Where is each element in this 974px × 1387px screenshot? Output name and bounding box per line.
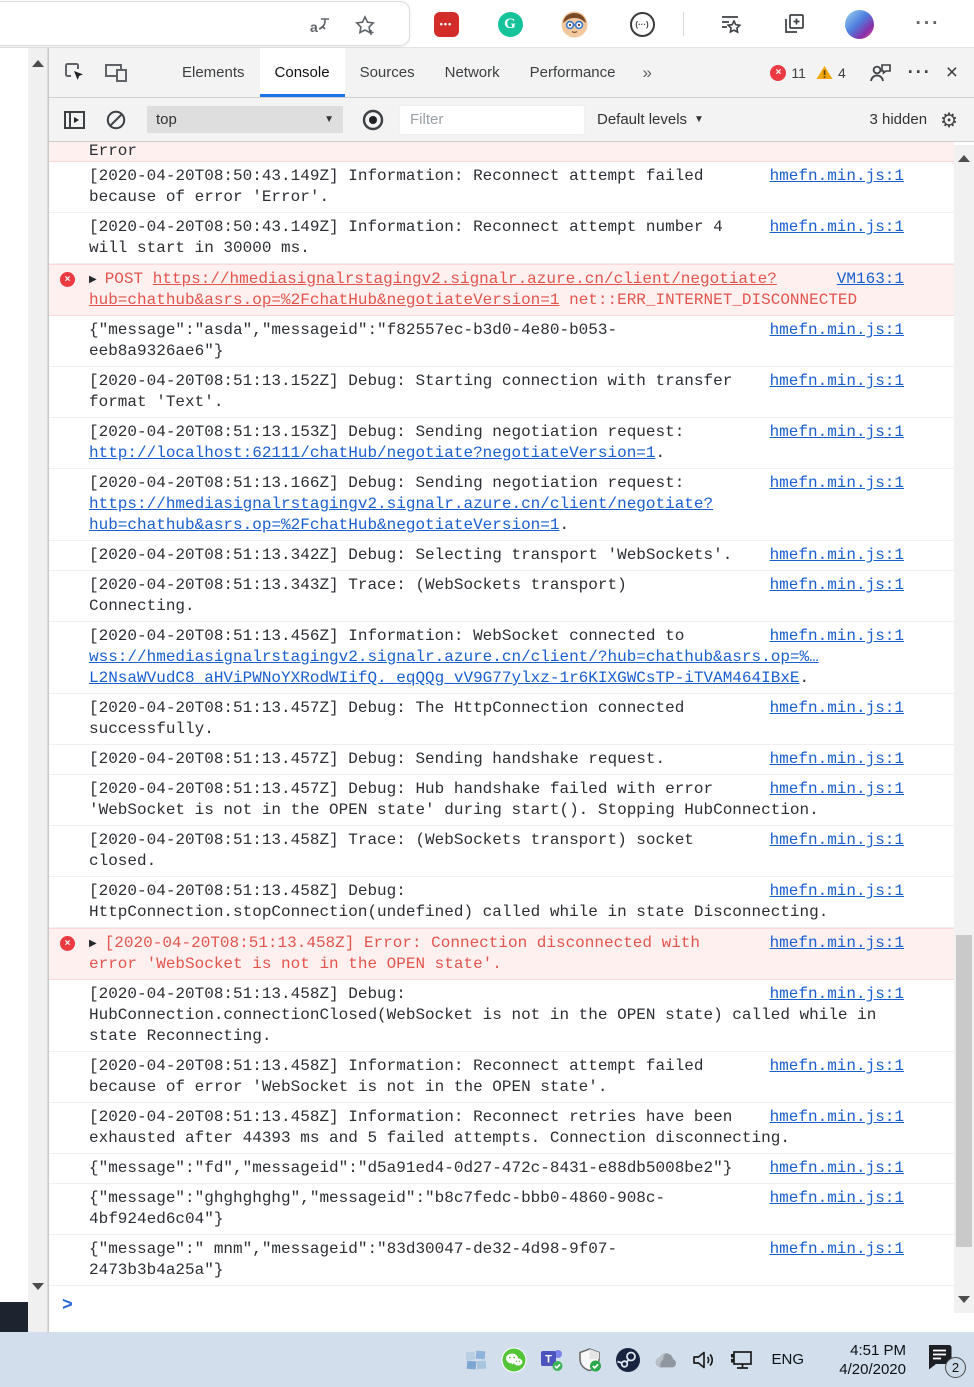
browser-more-menu-icon[interactable] xyxy=(912,8,944,40)
message-text xyxy=(89,142,904,161)
message-segment: [2020-04-20T08:51:13.458Z] Information: Reconnect retries have been exhausted after 44393 ms and 5 failed attempts. Connection disconnecting. xyxy=(89,1108,790,1147)
scroll-down-arrow-icon[interactable] xyxy=(958,1296,970,1303)
onedrive-icon[interactable] xyxy=(653,1347,679,1373)
source-link[interactable]: hmefn.min.js:1 xyxy=(769,423,904,441)
error-icon: × xyxy=(60,936,75,951)
message-segment: net::ERR_INTERNET_DISCONNECTED xyxy=(559,291,858,309)
expand-arrow-icon[interactable]: ▶ xyxy=(89,938,97,949)
expand-arrow-icon[interactable]: ▶ xyxy=(89,274,97,285)
message-segment: Error xyxy=(89,142,138,160)
message-segment: POST xyxy=(104,270,153,288)
message-link[interactable]: wss://hmediasignalrstagingv2.signalr.azure.cn/client/?hub=chathub&asrs.op=%…L2NsaWVudC8_aHViPWNoYXRodWIifQ._eqQQg_vV9G77ylxz-1r6KIXGWCsTP-iTVAM464IBxE xyxy=(89,648,819,687)
message-segment: [2020-04-20T08:51:13.456Z] Information: WebSocket connected to xyxy=(89,627,685,645)
console-settings-gear-icon[interactable]: ⚙ xyxy=(940,107,958,132)
message-segment: [2020-04-20T08:51:13.166Z] Debug: Sending negotiation request: xyxy=(89,474,685,492)
network-icon[interactable] xyxy=(729,1347,755,1373)
paren-glyph: (···) xyxy=(630,12,655,37)
message-segment: [2020-04-20T08:51:13.342Z] Debug: Selecting transport 'WebSockets'. xyxy=(89,546,733,564)
profile-art xyxy=(845,10,874,39)
page-dark-footer xyxy=(0,1302,28,1332)
source-link[interactable]: hmefn.min.js:1 xyxy=(769,1108,904,1126)
webpage-strip xyxy=(0,48,28,1332)
source-link[interactable]: VM163:1 xyxy=(836,270,904,288)
avatar-extension-icon[interactable] xyxy=(558,8,590,40)
log-levels-dropdown[interactable] xyxy=(597,111,704,128)
console-vertical-scrollbar[interactable] xyxy=(954,145,974,1313)
console-log-row xyxy=(49,316,954,367)
warning-count[interactable]: 4 xyxy=(837,64,846,81)
console-log-row xyxy=(49,541,954,571)
error-count[interactable]: 11 xyxy=(791,64,806,81)
console-log-row xyxy=(49,775,954,826)
wechat-icon[interactable] xyxy=(501,1347,527,1373)
feedback-icon[interactable] xyxy=(868,62,894,84)
source-link[interactable]: hmefn.min.js:1 xyxy=(769,1189,904,1207)
hidden-messages-count[interactable]: 3 hidden xyxy=(869,111,928,128)
devtools-tabbar-right xyxy=(770,62,974,84)
console-log-row xyxy=(49,418,954,469)
console-messages xyxy=(49,142,954,1286)
code-extension-icon[interactable] xyxy=(626,8,658,40)
defender-icon[interactable] xyxy=(577,1347,603,1373)
source-link[interactable]: hmefn.min.js:1 xyxy=(769,882,904,900)
tab-elements[interactable]: Elements xyxy=(182,64,245,81)
windows-taskbar xyxy=(0,1332,974,1387)
levels-label: Default levels xyxy=(597,111,688,128)
inspect-element-icon[interactable] xyxy=(61,60,87,86)
source-link[interactable]: hmefn.min.js:1 xyxy=(769,750,904,768)
console-log-row xyxy=(49,469,954,541)
source-link[interactable]: hmefn.min.js:1 xyxy=(769,474,904,492)
page-vertical-scrollbar[interactable] xyxy=(28,48,48,1332)
steam-icon[interactable] xyxy=(615,1347,641,1373)
volume-icon[interactable] xyxy=(691,1347,717,1373)
tab-performance[interactable]: Performance xyxy=(529,64,616,81)
console-log-row xyxy=(49,622,954,694)
svg-text:T: T xyxy=(545,1353,553,1365)
more-tabs-icon[interactable]: » xyxy=(642,62,652,82)
console-log-row xyxy=(49,571,954,622)
message-segment: [2020-04-20T08:50:43.149Z] Information: Reconnect attempt failed because of error 'Error'. xyxy=(89,167,704,206)
console-sidebar-toggle-icon[interactable] xyxy=(61,107,87,133)
browser-toolbar xyxy=(0,0,974,48)
source-link[interactable]: hmefn.min.js:1 xyxy=(769,780,904,798)
hidden-icons-icon[interactable] xyxy=(463,1347,489,1373)
filter-input[interactable] xyxy=(399,105,585,135)
grammarly-icon[interactable] xyxy=(494,8,526,40)
message-segment: [2020-04-20T08:51:13.457Z] Debug: The HttpConnection connected successfully. xyxy=(89,699,685,738)
console-output xyxy=(49,142,974,1330)
source-link[interactable]: hmefn.min.js:1 xyxy=(769,576,904,594)
source-link[interactable]: hmefn.min.js:1 xyxy=(769,167,904,185)
console-log-row xyxy=(49,980,954,1052)
devtools-panel xyxy=(48,48,974,1332)
message-segment: [2020-04-20T08:51:13.343Z] Trace: (WebSockets transport) Connecting. xyxy=(89,576,627,615)
svg-text:a: a xyxy=(310,19,318,35)
message-link[interactable]: https://hmediasignalrstagingv2.signalr.azure.cn/client/negotiate?hub=chathub&asrs.op=%2FchatHub&negotiateVersion=1 xyxy=(89,495,714,534)
source-link[interactable]: hmefn.min.js:1 xyxy=(769,218,904,236)
source-link[interactable]: hmefn.min.js:1 xyxy=(769,546,904,564)
message-segment: {"message":" mnm","messageid":"83d30047-de32-4d98-9f07-2473b3b4a25a"} xyxy=(89,1240,618,1279)
teams-icon[interactable] xyxy=(539,1347,565,1373)
javascript-context-dropdown[interactable] xyxy=(147,106,343,133)
console-log-row xyxy=(49,1103,954,1154)
message-segment: [2020-04-20T08:51:13.458Z] Debug: HubConnection.connectionClosed(WebSocket is not in the OPEN state) called while in state Reconnecting. xyxy=(89,985,877,1045)
message-segment: . xyxy=(799,669,810,687)
source-link[interactable]: hmefn.min.js:1 xyxy=(769,1057,904,1075)
scroll-down-arrow-icon[interactable] xyxy=(32,1283,44,1290)
source-link[interactable]: hmefn.min.js:1 xyxy=(769,627,904,645)
console-prompt-chevron-icon: > xyxy=(62,1296,73,1316)
console-log-row xyxy=(49,213,954,264)
console-log-row xyxy=(49,745,954,775)
message-segment: {"message":"asda","messageid":"f82557ec-b3d0-4e80-b053-eeb8a9326ae6"} xyxy=(89,321,618,360)
close-devtools-icon[interactable]: × xyxy=(945,61,958,84)
message-segment: [2020-04-20T08:51:13.458Z] Debug: HttpConnection.stopConnection(undefined) called while in state Disconnecting. xyxy=(89,882,829,921)
console-log-row xyxy=(49,367,954,418)
devtools-more-menu-icon[interactable]: ··· xyxy=(907,62,932,82)
chevron-down-icon: ▼ xyxy=(694,114,704,125)
console-log-row xyxy=(49,877,954,928)
tab-sources[interactable]: Sources xyxy=(359,64,415,81)
more-dots: ··· xyxy=(915,13,941,34)
collections-icon[interactable] xyxy=(778,8,810,40)
devtools-tabs xyxy=(167,48,631,97)
console-log-row xyxy=(49,1052,954,1103)
source-link[interactable]: hmefn.min.js:1 xyxy=(769,934,904,952)
clear-console-icon[interactable] xyxy=(103,107,129,133)
message-segment: [2020-04-20T08:51:13.457Z] Debug: Hub handshake failed with error 'WebSocket is not in the OPEN state' during start(). Stopping HubConnection. xyxy=(89,780,819,819)
console-log-row xyxy=(49,1154,954,1184)
message-segment: . xyxy=(655,444,666,462)
console-log-row xyxy=(49,1235,954,1286)
message-segment: [2020-04-20T08:51:13.458Z] Information: Reconnect attempt failed because of error 'WebSocket is not in the OPEN state'. xyxy=(89,1057,704,1096)
date: 4/20/2020 xyxy=(839,1360,906,1378)
message-segment: [2020-04-20T08:51:13.152Z] Debug: Starting connection with transfer format 'Text'. xyxy=(89,372,733,411)
console-error-row xyxy=(49,264,954,316)
translate-icon[interactable] xyxy=(304,10,336,42)
error-count-icon[interactable]: × xyxy=(770,65,786,81)
error-icon: × xyxy=(60,272,75,287)
notification-center-icon[interactable] xyxy=(924,1343,964,1377)
profile-avatar[interactable] xyxy=(843,8,875,40)
time: 4:51 PM xyxy=(850,1341,906,1359)
console-log-row xyxy=(49,826,954,877)
console-error-row xyxy=(49,142,954,162)
message-segment: [2020-04-20T08:51:13.458Z] Trace: (WebSockets transport) socket closed. xyxy=(89,831,694,870)
source-link[interactable]: hmefn.min.js:1 xyxy=(769,1159,904,1177)
message-segment: [2020-04-20T08:51:13.153Z] Debug: Sending negotiation request: xyxy=(89,423,685,441)
favorites-bar-icon[interactable] xyxy=(714,8,746,40)
message-segment: {"message":"fd","messageid":"d5a91ed4-0d27-472c-8431-e88db5008be2"} xyxy=(89,1159,733,1177)
console-log-row xyxy=(49,694,954,745)
message-link[interactable]: https://hmediasignalrstagingv2.signalr.azure.cn/client/negotiate?hub=chathub&asrs.op=%2FchatHub&negotiateVersion=1 xyxy=(89,270,777,309)
language-indicator[interactable]: ENG xyxy=(771,1351,804,1368)
console-prompt-row[interactable] xyxy=(49,1286,974,1316)
message-segment: [2020-04-20T08:51:13.457Z] Debug: Sending handshake request. xyxy=(89,750,666,768)
source-link[interactable]: hmefn.min.js:1 xyxy=(769,985,904,1003)
warning-count-icon[interactable] xyxy=(816,65,833,80)
console-log-row xyxy=(49,162,954,213)
console-error-row xyxy=(49,928,954,980)
chevron-down-icon: ▼ xyxy=(324,114,334,125)
taskbar-clock[interactable] xyxy=(820,1341,906,1379)
message-segment: . xyxy=(559,516,570,534)
context-value: top xyxy=(156,111,177,128)
scroll-up-arrow-icon[interactable] xyxy=(958,155,970,162)
message-segment: [2020-04-20T08:50:43.149Z] Information: Reconnect attempt number 4 will start in 30000 ms. xyxy=(89,218,723,257)
password-manager-icon[interactable] xyxy=(430,8,462,40)
add-favorite-icon[interactable] xyxy=(349,10,381,42)
live-expression-icon[interactable] xyxy=(360,107,386,133)
message-text xyxy=(89,269,904,311)
notification-badge: 2 xyxy=(945,1357,966,1378)
source-link[interactable]: hmefn.min.js:1 xyxy=(769,1240,904,1258)
message-link[interactable]: http://localhost:62111/chatHub/negotiate?negotiateVersion=1 xyxy=(89,444,656,462)
device-toolbar-icon[interactable] xyxy=(103,60,129,86)
tab-network[interactable]: Network xyxy=(444,64,500,81)
address-bar-box[interactable] xyxy=(0,1,410,46)
lastpass-dots: ••• xyxy=(434,12,459,37)
message-segment: [2020-04-20T08:51:13.458Z] Error: Connection disconnected with error 'WebSocket is not in the OPEN state'. xyxy=(89,934,700,973)
scrollbar-thumb[interactable] xyxy=(956,935,972,1247)
console-toolbar xyxy=(49,98,974,142)
source-link[interactable]: hmefn.min.js:1 xyxy=(769,372,904,390)
scroll-up-arrow-icon[interactable] xyxy=(32,60,44,67)
source-link[interactable]: hmefn.min.js:1 xyxy=(769,831,904,849)
toolbar-divider xyxy=(683,12,684,36)
message-segment: {"message":"ghghghghg","messageid":"b8c7fedc-bbb0-4860-908c-4bf924ed6c04"} xyxy=(89,1189,666,1228)
console-log-row xyxy=(49,1184,954,1235)
grammarly-g: G xyxy=(498,12,523,37)
devtools-tabbar xyxy=(49,48,974,98)
source-link[interactable]: hmefn.min.js:1 xyxy=(769,699,904,717)
tab-console[interactable]: Console xyxy=(260,48,345,97)
source-link[interactable]: hmefn.min.js:1 xyxy=(769,321,904,339)
